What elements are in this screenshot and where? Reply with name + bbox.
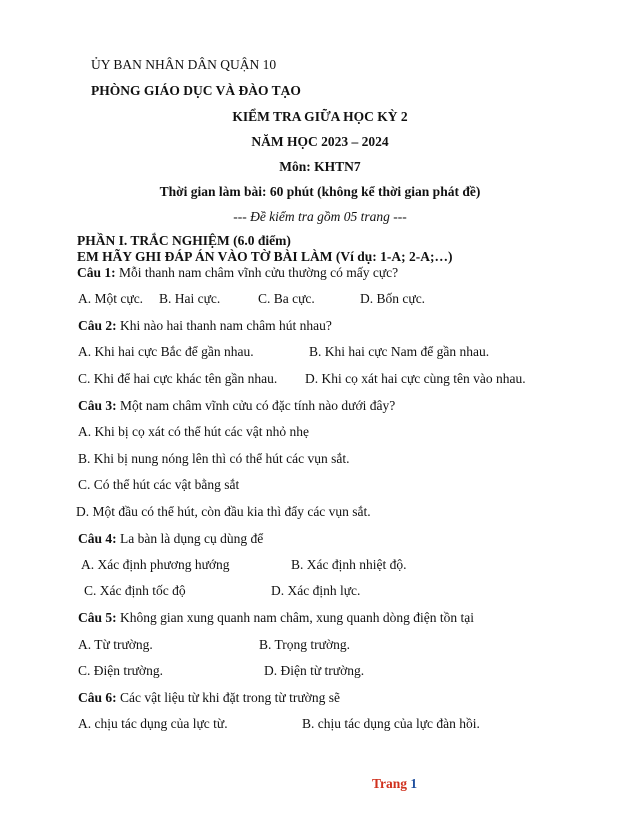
- exam-title: KIỂM TRA GIỮA HỌC KỲ 2: [232, 109, 408, 124]
- q1-option-d: D. Bốn cực.: [360, 291, 426, 306]
- q2-option-d: D. Khi cọ xát hai cực cùng tên vào nhau.: [305, 371, 526, 386]
- page-number: 1: [410, 776, 418, 791]
- q3-option-b: B. Khi bị nung nóng lên thì có thể hút các vụn sắt.: [78, 451, 350, 466]
- question-text: La bàn là dụng cụ dùng để: [116, 531, 264, 546]
- question-label: Câu 6:: [78, 690, 117, 705]
- q5-option-c: C. Điện trường.: [78, 663, 163, 678]
- q3-option-a: A. Khi bị cọ xát có thể hút các vật nhỏ nhẹ: [78, 424, 309, 439]
- question-5: [78, 610, 474, 626]
- q1-option-b: B. Hai cực.: [159, 291, 221, 306]
- exam-time: Thời gian làm bài: 60 phút (không kể thời gian phát đề): [159, 184, 481, 199]
- q4-option-b: B. Xác định nhiệt độ.: [291, 557, 407, 572]
- department-name: PHÒNG GIÁO DỤC VÀ ĐÀO TẠO: [91, 83, 301, 98]
- subject: Môn: KHTN7: [279, 159, 361, 174]
- q3-option-d: D. Một đầu có thể hút, còn đầu kia thì đẩy các vụn sắt.: [76, 504, 371, 519]
- q5-option-d: D. Điện từ trường.: [264, 663, 365, 678]
- q3-option-c: C. Có thể hút các vật bằng sắt: [78, 477, 240, 492]
- section-title: PHẦN I. TRẮC NGHIỆM (6.0 điểm): [77, 233, 291, 248]
- question-label: Câu 3:: [78, 398, 117, 413]
- q6-option-b: B. chịu tác dụng của lực đàn hồi.: [302, 716, 480, 731]
- q4-option-d: D. Xác định lực.: [271, 583, 361, 598]
- question-text: Một nam châm vĩnh cửu có đặc tính nào dưới đây?: [116, 398, 396, 413]
- q6-option-a: A. chịu tác dụng của lực từ.: [78, 716, 228, 731]
- question-text: Mỗi thanh nam châm vĩnh cửu thường có mấy cực?: [115, 265, 399, 280]
- q1-option-c: C. Ba cực.: [258, 291, 315, 306]
- page-label: Trang: [372, 776, 408, 791]
- section-instruction: EM HÃY GHI ĐÁP ÁN VÀO TỜ BÀI LÀM (Ví dụ: 1-A; 2-A;…): [77, 249, 453, 264]
- q2-option-c: C. Khi để hai cực khác tên gần nhau.: [78, 371, 278, 386]
- q4-option-c: C. Xác định tốc độ: [84, 583, 186, 598]
- question-label: Câu 1:: [77, 265, 116, 280]
- question-text: Không gian xung quanh nam châm, xung quanh dòng điện tồn tại: [116, 610, 474, 625]
- question-1: [77, 265, 398, 281]
- question-6: [78, 690, 340, 706]
- district-name: ỦY BAN NHÂN DÂN QUẬN 10: [91, 57, 277, 72]
- q5-option-b: B. Trọng trường.: [259, 637, 350, 652]
- question-3: [78, 398, 395, 414]
- question-label: Câu 2:: [78, 318, 117, 333]
- q2-option-b: B. Khi hai cực Nam để gần nhau.: [309, 344, 490, 359]
- question-2: [78, 318, 332, 334]
- q4-option-a: A. Xác định phương hướng: [81, 557, 230, 572]
- q5-option-a: A. Từ trường.: [78, 637, 153, 652]
- question-label: Câu 5:: [78, 610, 117, 625]
- page-footer: [372, 776, 417, 792]
- pages-note: --- Đề kiểm tra gồm 05 trang ---: [233, 209, 407, 224]
- question-4: [78, 531, 263, 547]
- question-label: Câu 4:: [78, 531, 117, 546]
- question-text: Các vật liệu từ khi đặt trong từ trường sẽ: [116, 690, 340, 705]
- q2-option-a: A. Khi hai cực Bắc để gần nhau.: [78, 344, 254, 359]
- q1-option-a: A. Một cực.: [78, 291, 144, 306]
- school-year: NĂM HỌC 2023 – 2024: [251, 134, 389, 149]
- question-text: Khi nào hai thanh nam châm hút nhau?: [116, 318, 332, 333]
